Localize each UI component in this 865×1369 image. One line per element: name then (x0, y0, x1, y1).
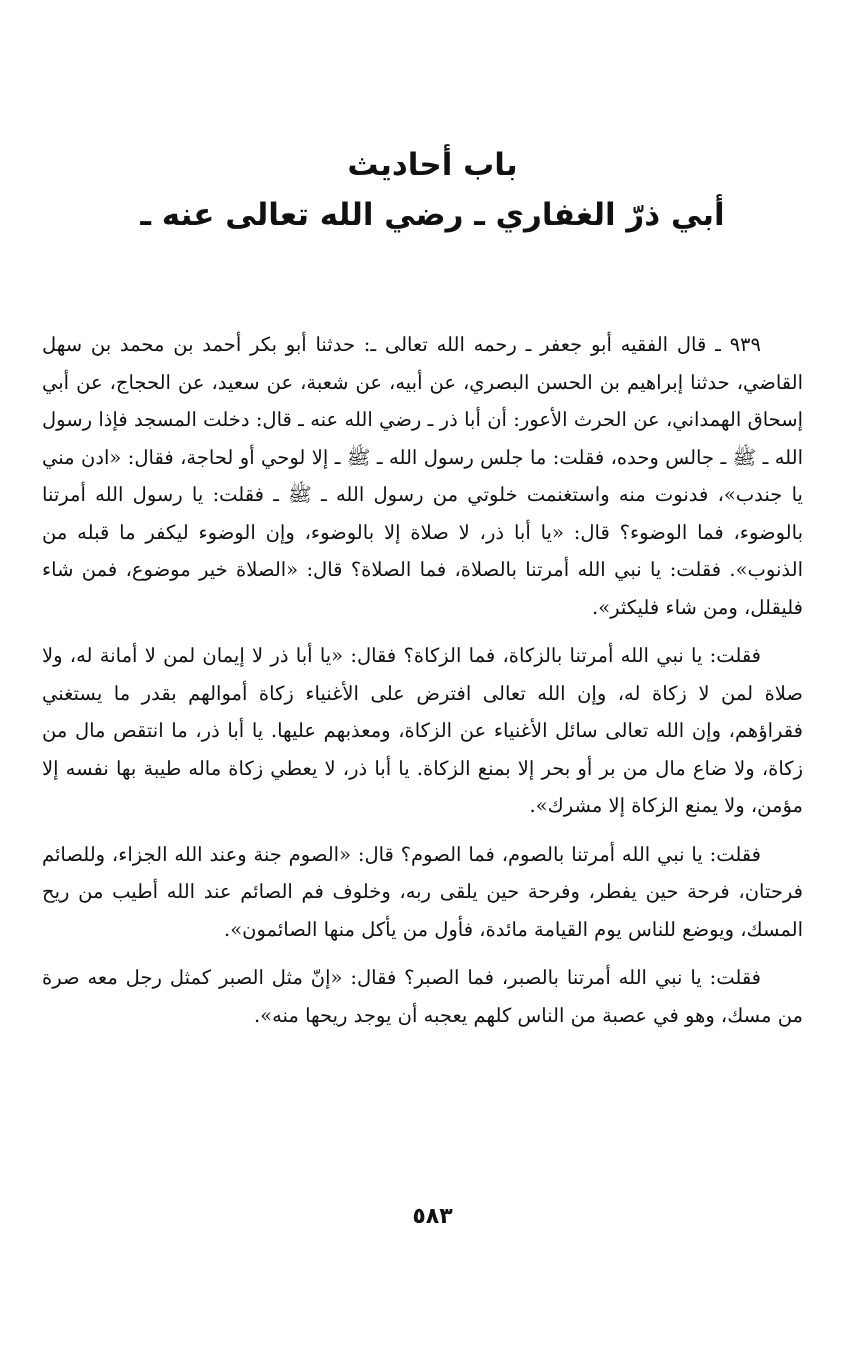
paragraph-sawm: فقلت: يا نبي الله أمرتنا بالصوم، فما الصوم؟ قال: «الصوم جنة وعند الله الجزاء، وللصائم فرحتان، فرحة حين يفطر، وفرحة حين يلقى ربه، وخلوف فم الصائم عند الله أطيب من ريح المسك، ويوضع للناس يوم القيامة مائدة، فأول من يأكل منها الصائمون». (42, 842, 803, 941)
paragraph-hadith-939: ٩٣٩ ـ قال الفقيه أبو جعفر ـ رحمه الله تعالى ـ: حدثنا أبو بكر أحمد بن محمد بن سهل القاضي، حدثنا إبراهيم بن الحسن البصري، عن أبيه، عن شعبة، عن سعيد، عن الحجاج، عن أبي إسحاق الهمداني، عن الحرث الأعور: أن أبا ذر ـ رضي الله عنه ـ قال: دخلت المسجد فإذا رسول الله ـ ﷺ ـ جالس وحده، فقلت: ما جلس رسول الله ـ ﷺ ـ إلا لوحي أو لحاجة، فقال: «ادن مني يا جندب»، فدنوت منه واستغنمت خلوتي من رسول الله ـ ﷺ ـ فقلت: يا رسول الله أمرتنا بالوضوء، فما الوضوء؟ قال: «يا أبا ذر، لا صلاة إلا بالوضوء، وإن الوضوء ليكفر ما قبله من الذنوب». فقلت: يا نبي الله أمرتنا بالصلاة، فما الصلاة؟ قال: «الصلاة خير موضوع، فمن شاء فليقلل، ومن شاء فليكثر». (42, 333, 803, 619)
chapter-title (100, 140, 765, 240)
paragraph-zakat: فقلت: يا نبي الله أمرتنا بالزكاة، فما الزكاة؟ فقال: «يا أبا ذر لا إيمان لمن لا أمانة له، ولا صلاة لمن لا زكاة له، وإن الله تعالى افترض على الأغنياء زكاة أموالهم بقدر ما يستغني فقراؤهم، وإن الله تعالى سائل الأغنياء عن الزكاة، ومعذبهم عليها. يا أبا ذر، ما انتقص مال من زكاة، ولا ضاع مال من بر أو بحر إلا بمنع الزكاة. يا أبا ذر، لا يعطي زكاة ماله طيبة بها نفسه إلا مؤمن، ولا يمنع الزكاة إلا مشرك». (42, 644, 803, 817)
chapter-title-line-2: أبي ذرّ الغفاري ـ رضي الله تعالى عنه ـ (140, 197, 725, 233)
chapter-title-line-1: باب أحاديث (347, 147, 518, 183)
page-number: ٥٨٣ (412, 1204, 453, 1229)
paragraph-sabr: فقلت: يا نبي الله أمرتنا بالصبر، فما الصبر؟ فقال: «إنّ مثل الصبر كمثل رجل معه صرة من مسك، وهو في عصبة من الناس كلهم يعجبه أن يوجد ريحها منه». (42, 966, 803, 1027)
body-text (42, 326, 803, 1034)
